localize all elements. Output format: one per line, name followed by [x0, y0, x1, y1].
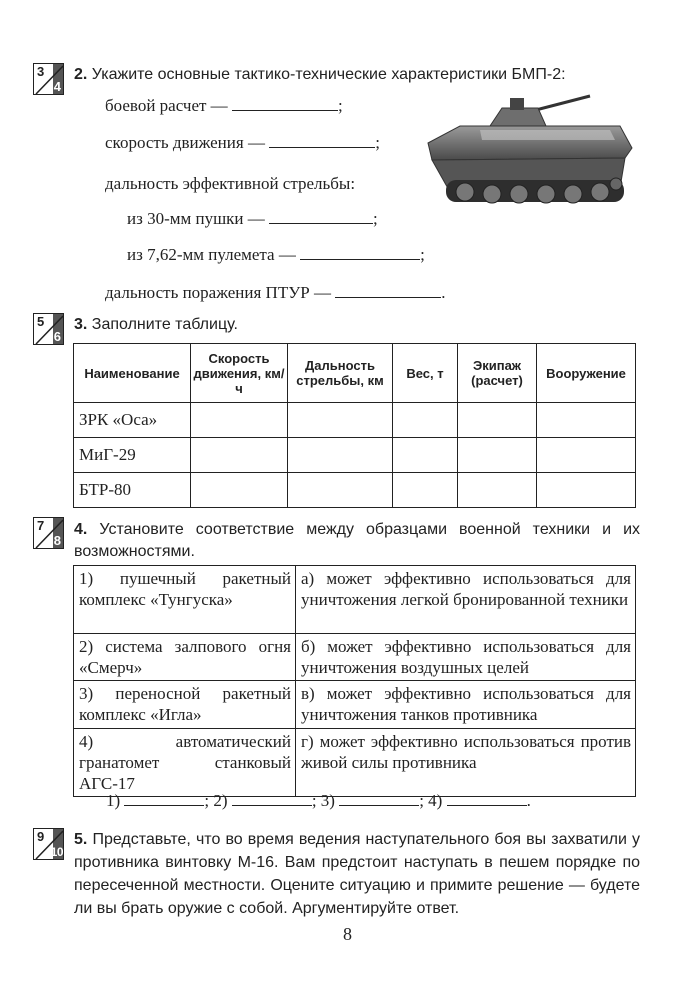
- table-cell[interactable]: [537, 403, 636, 438]
- answer-line-cannon: [127, 209, 378, 229]
- table-cell[interactable]: [288, 403, 393, 438]
- table-cell[interactable]: [191, 438, 288, 473]
- col-header-armament: Вооружение: [537, 344, 636, 403]
- punct: ;: [337, 96, 343, 115]
- label-cannon: из 30-мм пушки —: [127, 209, 265, 228]
- col-header-name: Наименование: [74, 344, 191, 403]
- punct: ;: [420, 245, 425, 264]
- blank-atgm[interactable]: [335, 283, 441, 298]
- answer-line-atgm: [105, 283, 445, 303]
- table-cell[interactable]: [458, 473, 537, 508]
- match-item-1: 1) пушечный ракетный комплекс «Тунгуска»: [74, 566, 296, 634]
- label-crew: боевой расчет —: [105, 96, 228, 115]
- blank-speed[interactable]: [269, 133, 375, 148]
- match-item-4: 4) автоматический гранатомет станковый АГС-17: [74, 729, 296, 797]
- question-5-text: Представьте, что во время ведения наступательного боя вы захватили у противника винтовку М-16. Вам предстоит наступать в пешем порядке по пересеченной местности. Оцените ситуацию и примите решение — будете ли вы брать оружие с собой. Аргументируйте ответ.: [74, 831, 640, 917]
- col-header-range: Дальность стрельбы, км: [288, 344, 393, 403]
- answer-label-1: 1): [106, 791, 121, 810]
- table-cell[interactable]: [191, 403, 288, 438]
- table-cell[interactable]: [191, 473, 288, 508]
- answer-blank-4[interactable]: [447, 791, 527, 806]
- matching-table: [73, 565, 636, 797]
- punct: .: [441, 283, 446, 302]
- row-name-mig29: МиГ-29: [74, 438, 191, 473]
- table-row: [74, 634, 636, 681]
- badge-number-top: 3: [37, 64, 45, 79]
- punct: ;: [373, 209, 378, 228]
- question-3-heading: [74, 316, 238, 334]
- question-4-number: 4.: [74, 521, 88, 538]
- task-badge-9-10: [33, 828, 64, 860]
- match-option-a: а) может эффективно использоваться для уничтожения легкой бронированной техники: [296, 566, 636, 634]
- badge-number-bottom: 8: [53, 533, 61, 548]
- row-name-btr80: БТР-80: [74, 473, 191, 508]
- question-3-text: Заполните таблицу.: [91, 316, 238, 333]
- answer-line-machinegun: [127, 245, 425, 265]
- blank-crew[interactable]: [232, 96, 338, 111]
- answer-blank-2[interactable]: [232, 791, 312, 806]
- badge-number-top: 7: [37, 518, 45, 533]
- question-4-heading: [74, 519, 640, 563]
- table-cell[interactable]: [537, 438, 636, 473]
- question-2-text: Укажите основные тактико-технические характеристики БМП-2:: [91, 66, 566, 83]
- table-cell[interactable]: [288, 473, 393, 508]
- table-row: [74, 566, 636, 634]
- task-badge-3-4: [33, 63, 64, 95]
- table-row: [74, 681, 636, 729]
- table-cell[interactable]: [458, 403, 537, 438]
- table-cell[interactable]: [393, 403, 458, 438]
- col-header-crew: Экипаж (расчет): [458, 344, 537, 403]
- answer-label-2: ; 2): [204, 791, 228, 810]
- page-number: 8: [343, 924, 352, 944]
- question-4-text: Установите соответствие между образцами военной техники и их возможностями.: [74, 521, 641, 560]
- answer-line-crew: [105, 96, 343, 116]
- label-atgm: дальность поражения ПТУР —: [105, 283, 331, 302]
- table-cell[interactable]: [393, 438, 458, 473]
- question-5-number: 5.: [74, 831, 88, 848]
- match-item-3: 3) переносной ракетный комплекс «Игла»: [74, 681, 296, 729]
- match-item-2: 2) система залпового огня «Смерч»: [74, 634, 296, 681]
- question-3-number: 3.: [74, 316, 88, 333]
- blank-machinegun[interactable]: [300, 245, 420, 260]
- table-row: [74, 403, 636, 438]
- row-name-osa: ЗРК «Оса»: [74, 403, 191, 438]
- task-badge-7-8: [33, 517, 64, 549]
- match-option-g: г) может эффективно использоваться против живой силы противника: [296, 729, 636, 797]
- table-cell[interactable]: [393, 473, 458, 508]
- col-header-weight: Вес, т: [393, 344, 458, 403]
- table-cell[interactable]: [458, 438, 537, 473]
- table-cell[interactable]: [288, 438, 393, 473]
- col-header-speed: Скорость движения, км/ч: [191, 344, 288, 403]
- table-row: [74, 729, 636, 797]
- answer-label-3: ; 3): [311, 791, 335, 810]
- answer-blank-1[interactable]: [124, 791, 204, 806]
- badge-number-top: 9: [37, 829, 45, 844]
- label-speed: скорость движения —: [105, 133, 265, 152]
- task-badge-5-6: [33, 313, 64, 345]
- punct: .: [526, 791, 531, 810]
- answer-line-speed: [105, 133, 380, 153]
- badge-number-bottom: 10: [50, 845, 63, 859]
- match-option-v: в) может эффективно использоваться для уничтожения танков противника: [296, 681, 636, 729]
- badge-number-bottom: 6: [53, 329, 61, 344]
- punct: ;: [375, 133, 380, 152]
- badge-number-bottom: 4: [53, 79, 61, 94]
- match-option-b: б) может эффективно использоваться для уничтожения воздушных целей: [296, 634, 636, 681]
- question-2-number: 2.: [74, 66, 88, 83]
- blank-cannon[interactable]: [269, 209, 373, 224]
- table-cell[interactable]: [537, 473, 636, 508]
- answer-label-4: ; 4): [419, 791, 443, 810]
- matching-answers: [106, 791, 531, 811]
- badge-number-top: 5: [37, 314, 45, 329]
- table-row: [74, 473, 636, 508]
- question-5-body: [74, 828, 640, 920]
- characteristics-table: [73, 343, 636, 508]
- answer-blank-3[interactable]: [339, 791, 419, 806]
- label-effective-range: дальность эффективной стрельбы:: [105, 174, 356, 193]
- label-machinegun: из 7,62-мм пулемета —: [127, 245, 296, 264]
- bmp-2-vehicle-image: [420, 88, 640, 218]
- question-2-heading: [74, 66, 674, 84]
- table-row: [74, 438, 636, 473]
